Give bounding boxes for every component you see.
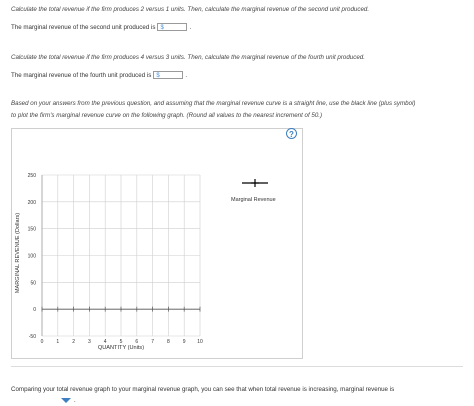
legend-label: Marginal Revenue [231,197,276,203]
x-tick-label: 5 [119,339,123,345]
divider [11,366,463,367]
question-4-period: . [74,398,76,404]
x-tick-label: 3 [88,339,91,345]
question-2-prompt: Calculate the total revenue if the firm produces 4 versus 3 units. Then, calculate the marginal revenue of the fourth unit produced. [11,54,365,61]
x-tick-label: 8 [167,339,170,345]
question-3-prompt-line-1: Based on your answers from the previous question, and assuming that the marginal revenue curve is a straight line, use the black line (plus symbol) [11,100,416,107]
mr-second-unit-input[interactable]: $ [157,23,187,31]
y-tick-label: 200 [27,199,36,206]
y-tick-label: 50 [30,280,36,287]
question-1-answer-line: The marginal revenue of the second unit produced is $ . [11,23,192,31]
y-tick-label: -50 [28,334,36,340]
x-tick-label: 4 [103,339,107,345]
y-axis-label: MARGINAL REVENUE (Dollars) [15,212,21,294]
mr-fourth-unit-input[interactable]: $ [153,71,183,79]
y-tick-label: 0 [33,307,36,314]
x-tick-label: 1 [56,339,60,345]
x-tick-label: 6 [135,339,139,345]
question-1-label: The marginal revenue of the second unit produced is [11,23,156,31]
help-icon[interactable]: ? [286,128,297,139]
question-4-prompt: Comparing your total revenue graph to your marginal revenue graph, you can see that when total revenue is increasing, marginal revenue is [11,386,395,393]
graph-panel[interactable] [11,128,303,359]
question-1-prompt: Calculate the total revenue if the firm produces 2 versus 1 units. Then, calculate the marginal revenue of the second unit produced. [11,6,370,13]
question-2-label: The marginal revenue of the fourth unit produced is [11,71,152,79]
dropdown-arrow-icon[interactable] [61,398,71,403]
x-tick-label: 10 [197,339,203,345]
y-tick-label: 100 [27,253,36,260]
question-3-prompt-line-2: to plot the firm's marginal revenue curve on the following graph. (Round all values to the nearest increment of 50.) [11,112,323,119]
x-tick-label: 0 [40,339,44,345]
x-tick-label: 2 [72,339,75,345]
x-tick-label: 7 [151,339,154,345]
y-tick-label: 250 [27,173,36,179]
question-2-answer-line: The marginal revenue of the fourth unit produced is $ . [11,71,188,79]
x-tick-label: 9 [182,339,186,345]
y-tick-label: 150 [27,226,36,233]
x-axis-label: QUANTITY (Units) [97,345,145,351]
